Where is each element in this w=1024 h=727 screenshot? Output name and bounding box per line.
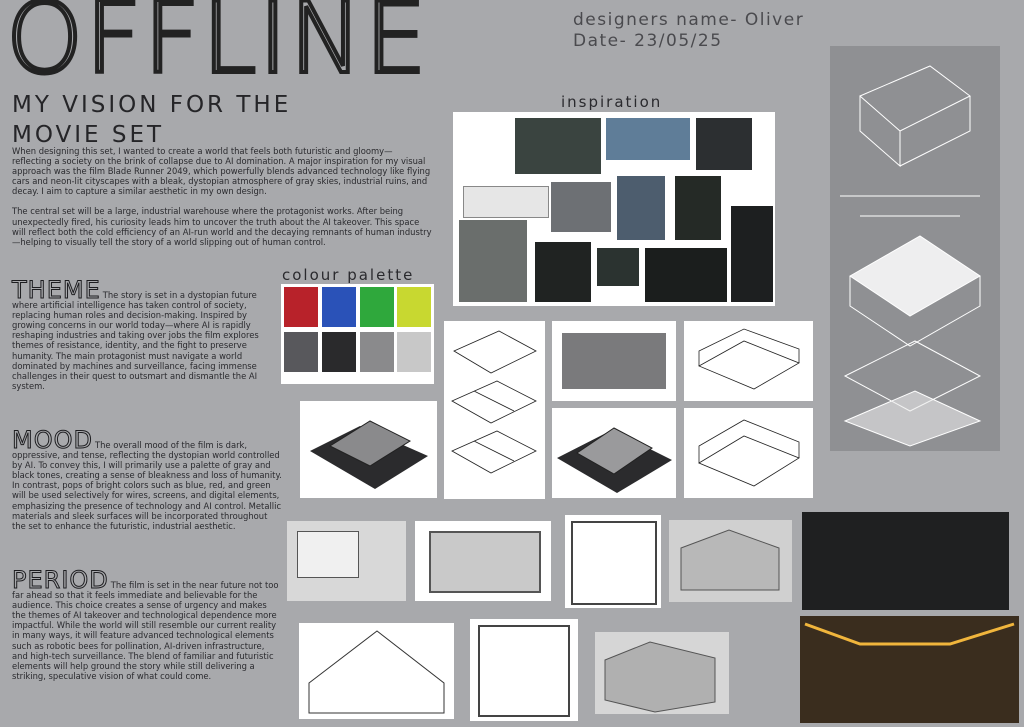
theme-section: [12, 276, 274, 391]
theme-text: The story is set in a dystopian future where artificial intelligence has taken control of society, replacing human roles and decision-making. Inspired by growing concerns in our world today—where AI is rapidly reshaping industries and taking over jobs the film explores themes of resistance, identity, and the fight to preserve humanity. The main protagonist must navigate a world dominated by machines and surveillance, facing immense challenges in their quest to outsmart and dismantle the AI system.: [12, 290, 259, 391]
vision-heading-line1: MY VISION FOR THE: [12, 92, 292, 118]
colour-palette: [281, 284, 434, 384]
wireframe-svg: [684, 408, 813, 498]
inspiration-photo: [606, 118, 690, 160]
wireframe-svg: [684, 321, 813, 401]
palette-swatch: [360, 287, 394, 327]
inspiration-photo: [696, 118, 752, 170]
inspiration-board: [453, 112, 775, 306]
exterior-render-2: [595, 632, 729, 714]
inspiration-photo: [459, 220, 527, 302]
sketch-exterior: [287, 521, 406, 601]
inspiration-photo: [675, 176, 721, 240]
vision-paragraph-1: When designing this set, I wanted to create a world that feels both futuristic and gloomy—reflecting a society on the brink of collapse due to AI domination. A major inspiration for my visual approach was the film Blade Runner 2049, which powerfully blends advanced technology like flying cars and neon-lit cityscapes with a bleak, dystopian atmosphere of gray skies, industrial ruins, and decay. I aim to capture a similar aesthetic in my own design.: [12, 146, 431, 197]
mood-text: The overall mood of the film is dark, oppressive, and tense, reflecting the dystopian world controlled by AI. To convey this, I will primarily use a palette of gray and black tones, creating a sense of bleakness and loss of humanity. In contrast, pops of bright colors such as blue, red, and green will be used selectively for wires, screens, and digital elements, emphasizing the presence of technology and AI control. Metallic materials and sleek surfaces will be incorporated throughout the set to enhance the futuristic, industrial aesthetic.: [12, 440, 282, 531]
inspiration-photo: [645, 248, 727, 302]
period-text: The film is set in the near future not too far ahead so that it feels immediate and believable for the audience. This choice creates a sense of urgency and makes the themes of AI takeover and technological dependence more impactful. While the world will still resemble our current reality in many ways, it will feature advanced technological elements such as robotic bees for pollination, AI-driven infrastructure, and high-tech surveillance. The blend of familiar and futuristic elements will help ground the story while still delivering a striking, speculative vision of what could come.: [12, 580, 279, 681]
sketch-building: [297, 531, 359, 578]
inspiration-photo: [597, 248, 639, 286]
floor-plan-drawings: [444, 321, 545, 499]
palette-swatch: [322, 332, 356, 372]
exterior-svg: [595, 632, 729, 714]
palette-swatch: [284, 332, 318, 372]
iso-wireframe-2: [684, 408, 813, 498]
lit-render-photo: [800, 616, 1019, 723]
iso-render-middle: [552, 408, 676, 498]
render-svg: [552, 408, 676, 498]
palette-swatch: [322, 287, 356, 327]
designer-name: designers name- Oliver: [573, 10, 805, 30]
design-date: Date- 23/05/25: [573, 31, 723, 51]
render-block: [562, 333, 666, 389]
mood-section: [12, 426, 282, 531]
vision-heading-line2: MOVIE SET: [12, 122, 165, 148]
period-heading: PERIOD: [12, 566, 109, 594]
palette-heading: colour palette: [282, 266, 415, 284]
exploded-view-drawing: [830, 46, 1000, 451]
inspiration-photo: [617, 176, 665, 240]
inspiration-photo: [731, 206, 773, 302]
inspiration-photo: [535, 242, 591, 302]
palette-swatch: [397, 332, 431, 372]
inspiration-photo: [551, 182, 611, 232]
palette-swatch: [284, 287, 318, 327]
iso-wireframe-1: [684, 321, 813, 401]
facade-drawing: [299, 623, 454, 719]
vision-paragraph-2: The central set will be a large, industrial warehouse where the protagonist works. After being unexpectedly fired, his curiosity leads him to uncover the truth about the AI takeover. This space will reflect both the cold efficiency of an AI-run world and the decaying remnants of human industry—helping to visually tell the story of a world slipping out of human control.: [12, 206, 432, 247]
mood-heading: MOOD: [12, 426, 93, 454]
vision-text-block: [12, 146, 432, 247]
inspiration-photo: [515, 118, 601, 174]
exploded-isometric-view: [830, 46, 1000, 451]
iso-render-left: [300, 401, 437, 498]
dark-render-photo: [802, 512, 1009, 610]
period-section: [12, 566, 282, 681]
iso-benches-render: [552, 321, 676, 401]
palette-swatch: [360, 332, 394, 372]
facade-svg: [299, 623, 454, 719]
exterior-svg: [669, 520, 792, 602]
floor-plan-svg: [444, 321, 545, 499]
door-elevation-2: [470, 619, 578, 721]
render-svg: [300, 401, 437, 498]
poster-title: OFFLINE: [6, 0, 429, 96]
palette-swatch: [397, 287, 431, 327]
inspiration-heading: inspiration: [561, 93, 663, 111]
elevation-door: [565, 515, 661, 608]
elevation-interior: [415, 521, 551, 601]
lit-render-svg: [800, 616, 1019, 723]
theme-heading: THEME: [12, 276, 101, 304]
exterior-render: [669, 520, 792, 602]
door-frame: [478, 625, 570, 717]
door-frame: [571, 521, 657, 605]
inspiration-photo: [463, 186, 549, 218]
elevation-frame: [429, 531, 541, 593]
